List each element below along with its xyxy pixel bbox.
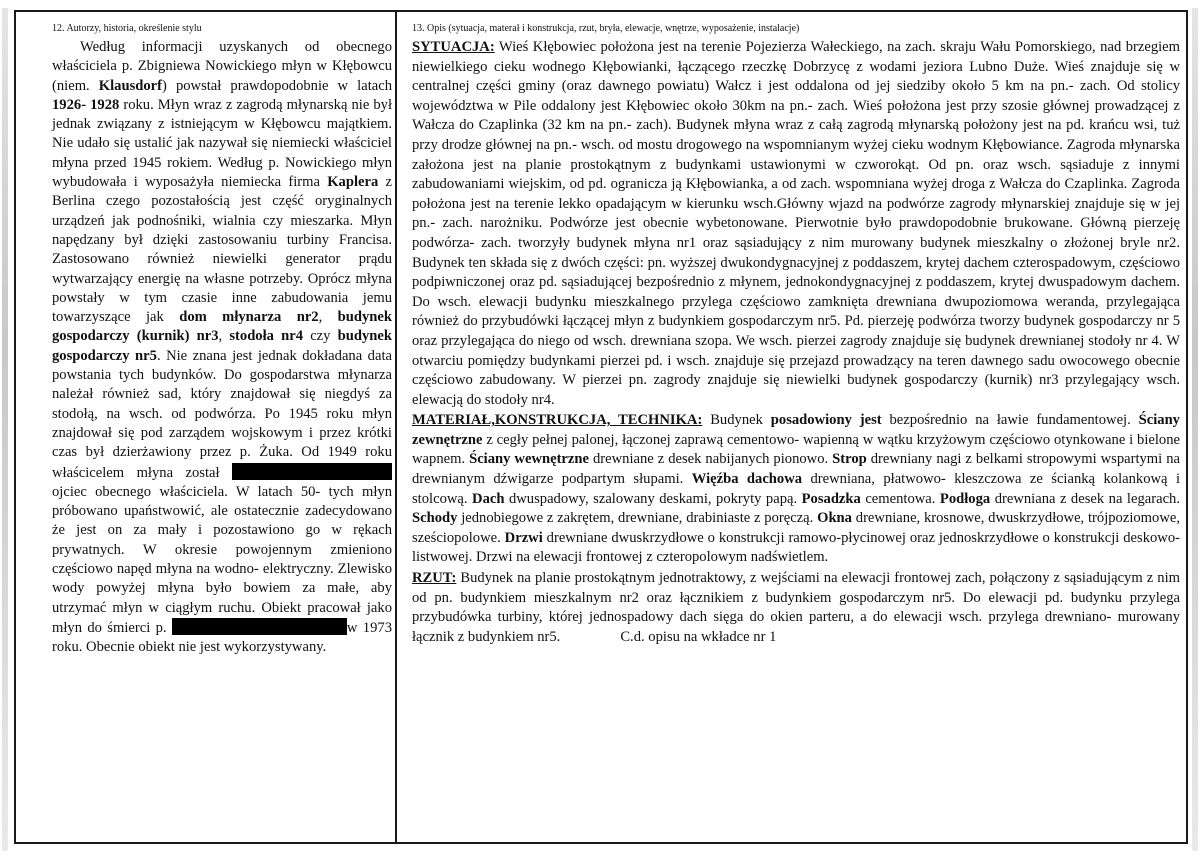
history-text-1: Według informacji uzyskanych od obecnego właściciela p. Zbigniewa Nowickiego młyn w Kłębowcu (niem.	[52, 39, 392, 94]
history-text-7: w 1973 roku. Obecnie obiekt nie jest wykorzystywany.	[52, 619, 392, 656]
separator: ,	[318, 309, 338, 326]
scan-edge-left	[2, 8, 8, 851]
material-text: drewniane z desek nabijanych pionowo.	[588, 451, 833, 468]
rzut-heading: RZUT:	[412, 570, 457, 587]
material-term: Podłoga	[939, 490, 991, 507]
redaction-bar	[232, 463, 392, 480]
material-text: drewniana, płatwowo- kleszczowa ze ścianką kolankową i stolcową.	[412, 471, 1180, 507]
material-text: z cegły pełnej palonej, łączonej zaprawą cementowo- wapienną w wątku krzyżowym częściowo otynkowane i bielone wapnem.	[412, 431, 1180, 468]
history-text-5: . Nie znana jest jednak dokładana data powstania tych budynków. Do gospodarstwa młynarza należał również sad, który znajdował się niegdyś za stodołą, na wsch. od podwórza. Po 1945 roku młyn znajdował się pod zarządem wojskowym i przez krótki czas był dzierżawiony przez p. Żuka. Od 1949 roku właścicelem młyna został	[52, 347, 392, 481]
separator: ,	[218, 328, 230, 345]
building-nr3: budynek gospodarczy (kurnik) nr3	[52, 309, 393, 345]
rzut-text: Budynek na planie prostokątnym jednotraktowy, z wejściami na elewacji frontowej zach, połączony z sąsiadującym z nim od pn. budynkiem mieszkalnym nr2 oraz łącznikiem z budynkiem gospodarczym nr5. Do elewacji pd. budynku przylega przybudówka turbiny, której jednospadowy dach sięga do okien parteru, a do elewacji wsch. przylega drewniano- murowany łącznik z budynkiem nr5.	[412, 570, 1180, 645]
history-text-6: ojciec obecnego właściciela. W latach 50- tych młyn próbowano upaństwowić, ale ostatecznie zadecydowano że jest on za mały i pozostawiono go w rękach prywatnych. W okresie powojennym zmieniono częściowo napęd młyna na wodno- elektryczny. Zlewisko wody powyżej młyna było bowiem za małe, aby utrzymać młyn w ciągłym ruchu. Obiekt pracował jako młyn do śmierci p.	[52, 483, 392, 636]
material-term: Ściany zewnętrzne	[412, 412, 1180, 448]
description-column	[412, 22, 1180, 647]
material-term: posadowiony jest	[770, 412, 882, 429]
sytuacja-heading: SYTUACJA:	[412, 39, 495, 55]
material-term: Okna	[817, 510, 852, 527]
material-term: Posadzka	[801, 490, 861, 507]
material-text: bezpośrednio na ławie fundamentowej.	[881, 412, 1139, 429]
rzut-paragraph	[412, 569, 1180, 647]
building-nr4: stodoła nr4	[229, 328, 304, 345]
section-header-12: 12. Autorzy, historia, określenie stylu	[52, 23, 202, 34]
material-term: Strop	[832, 451, 867, 468]
building-nr5: budynek gospodarczy nr5	[52, 328, 392, 364]
column-divider	[395, 10, 397, 844]
sytuacja-paragraph	[412, 38, 1180, 410]
material-text: jednobiegowe z zakrętem, drewniane, drabiniaste z poręczą.	[457, 510, 818, 527]
history-column	[52, 22, 392, 658]
sytuacja-text: Wieś Kłębowiec położona jest na terenie Pojezierza Wałeckiego, na zach. skraju Wału Pomorskiego, nad brzegiem niewielkiego cieku wodnego Kłębowianki, łączącego rzeczkę Dobrzycę z wodami jeziora Lubno Duże. Wieś znajduje się w centralnej części gminy (oraz dawnego powiatu) Wałcz i jest oddalona od jej siedziby około 5 km na pn.- zach. Od stolicy województwa w Pile oddalony jest Kłębowiec około 30km na pn.- zach. Wieś położona jest przy szosie głównej prowadzącej z Wałcza do Czaplinka (32 km na pn.- zach). Budynek młyna wraz z całą zagrodą młynarską położony jest na pd. krańcu wsi, tuż przy drodze głównej na pn.- wsch. od mostu drogowego na wspomnianym wyżej cieku wodnym Kłębowiance. Zagroda młynarska założona jest na planie prostokątnym z budynkami ustawionymi w czworokąt. Od pn. oraz wsch. sąsiaduje z innymi zabudowaniami wiejskim, od pd. ogranicza ją Kłębowianka, a od zach. wspomniana wyżej droga z Wałcza do Czaplinka. Zagroda położona jest na terenie lekko opadającym w kierunku wsch.Główny wjazd na podwórze zagrody młynarskiej znajduje się w jej pn.- zach. narożniku. Podwórze jest obecnie wybetonowane. Pierwotnie było prawdopodobnie brukowane. Główną pierzeję podwórza- zach. tworzyły budynek młyna nr1 oraz sąsiadujący z nim murowany budynek mieszkalny o złożonej bryle nr2. Budynek ten składa się z dwóch części: pn. wyższej dwukondygnacyjnej z poddaszem, krytej dachem czterospadowym, częściowo podpiwniczonej oraz pd. sąsiadującej bezpośrednio z młynem, jednokondygnacyjnej z poddaszem, krytej dwuspadowym dachem. Do wsch. elewacji budynku mieszkalnego przylega częściowo zamknięta drewniana dwupoziomowa weranda, przylegająca również do przybudówki łączącej młyn z budynkiem gospodarczym nr5. Pd. pierzeję podwórza tworzy budynek gospodarczy nr 5 oraz przylegająca do niego od wsch. drewniana szopa. We wsch. pierzei zagrody znajduje się budynek drewnianej stodoły nr 4. W otwarciu pomiędzy budynkami pierzei pd. i wsch. znajduje się przejazd prowadzący na teren dawnego sadu owocowego obecnie częściowo zabudowany. W pierzei pn. zagrody znajduje się niewielki budynek gospodarczy (kurnik) nr3 przylegający wsch. elewacją do stodoły nr4.	[412, 39, 1180, 408]
separator: czy	[303, 328, 338, 345]
material-text: Budynek	[702, 412, 771, 429]
redaction-bar	[172, 618, 347, 635]
material-term: Ściany wewnętrzne	[469, 451, 589, 468]
building-nr2: dom młynarza nr2	[179, 309, 319, 326]
history-text-2: ) powstał prawdopodobnie w latach	[162, 77, 393, 94]
scan-edge-right	[1192, 8, 1198, 851]
klausdorf-name: Klausdorf	[98, 77, 163, 94]
material-term: Więźba dachowa	[691, 471, 803, 488]
history-paragraph	[52, 38, 392, 658]
history-text-3: roku. Młyn wraz z zagrodą młynarską nie był jednak związany z istniejącym w Kłębowcu majątkiem. Nie udało się ustalić jak nazywał się niemiecki właściciel młyna przed 1945 rokiem. Według p. Nowickiego młyn wybudowała i wyposażyła niemiecka firma	[52, 96, 392, 191]
material-paragraph	[412, 411, 1180, 568]
material-text: cementowa.	[860, 490, 940, 507]
continued-note: C.d. opisu na wkładce nr 1	[620, 628, 777, 645]
material-term: Schody	[412, 510, 458, 527]
material-text: drewniany nagi z belkami stropowymi wspartymi na drewnianym dźwigarze podpartym słupami.	[412, 451, 1180, 488]
material-text: drewniana z desek na legarach.	[990, 490, 1180, 507]
build-years: 1926- 1928	[52, 96, 120, 113]
section-header-13: 13. Opis (sytuacja, materał i konstrukcja, rzut, bryła, elewacje, wnętrze, wyposażenie, instalacje)	[412, 23, 800, 34]
material-heading: MATERIAŁ,KONSTRUKCJA, TECHNIKA:	[412, 412, 703, 429]
material-text: drewniane dwuskrzydłowe o konstrukcji ramowo-płycinowej oraz jednoskrzydłowe o konstrukcji deskowo- listwowej. Drzwi na elewacji frontowej z czteropolowym nadświetlem.	[412, 529, 1181, 566]
material-text: dwuspadowy, szalowany deskami, pokryty papą.	[504, 490, 802, 507]
material-term: Dach	[472, 490, 505, 507]
material-text: drewniane, krosnowe, dwuskrzydłowe, trójpoziomowe, sześciopolowe.	[412, 510, 1180, 546]
history-text-4: z Berlina czego pozostałością jest część oryginalnych urządzeń jak podnośniki, wialnia czy mieszarka. Młyn napędzany był dzięki zastosowaniu turbiny Francisa. Zastosowano również niewielki generator prądu wytwarzający energię na własne potrzeby. Oprócz młyna powstały w tym czasie inne zabudowania jemu towarzyszące jak	[52, 174, 392, 326]
kaplera-name: Kaplera	[327, 174, 379, 191]
material-term: Drzwi	[504, 529, 543, 546]
